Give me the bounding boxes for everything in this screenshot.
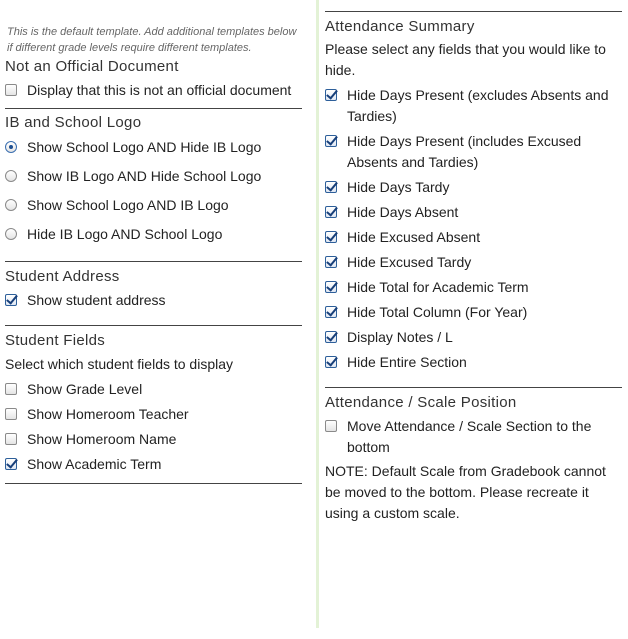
section-title-official: Not an Official Document <box>5 58 179 75</box>
attendance-option-days-present-excludes[interactable] <box>325 85 622 127</box>
logo-option-label: Show School Logo AND Hide IB Logo <box>27 139 262 155</box>
fields-option-label: Show Academic Term <box>27 456 162 472</box>
logo-option-show-ib-hide-school[interactable] <box>5 166 302 187</box>
logo-radio[interactable] <box>5 228 17 240</box>
fields-option-label: Show Grade Level <box>27 381 143 397</box>
section-title-attendance: Attendance Summary <box>325 18 475 35</box>
address-checkbox[interactable] <box>5 294 17 306</box>
scale-option-label: Move Attendance / Scale Section to the bottom <box>347 418 592 455</box>
divider <box>325 387 622 388</box>
logo-radio[interactable] <box>5 170 17 182</box>
attendance-option-days-absent[interactable] <box>325 202 622 223</box>
section-title-fields: Student Fields <box>5 332 106 349</box>
attendance-option-label: Display Notes / L <box>347 329 453 345</box>
attendance-checkbox[interactable] <box>325 306 337 318</box>
attendance-checkbox[interactable] <box>325 89 337 101</box>
attendance-checkbox[interactable] <box>325 231 337 243</box>
fields-checkbox[interactable] <box>5 433 17 445</box>
attendance-checkbox[interactable] <box>325 181 337 193</box>
attendance-option-label: Hide Total Column (For Year) <box>347 304 528 320</box>
attendance-option-label: Hide Entire Section <box>347 354 467 370</box>
fields-checkbox[interactable] <box>5 383 17 395</box>
attendance-checkbox[interactable] <box>325 256 337 268</box>
scale-option-move-bottom[interactable] <box>325 416 622 458</box>
attendance-option-label: Hide Days Present (excludes Absents and Tardies) <box>347 87 609 124</box>
divider <box>5 261 302 262</box>
attendance-option-days-tardy[interactable] <box>325 177 622 198</box>
scale-checkbox[interactable] <box>325 420 337 432</box>
logo-option-show-school-hide-ib[interactable] <box>5 137 302 158</box>
address-option[interactable] <box>5 290 302 311</box>
attendance-checkbox[interactable] <box>325 356 337 368</box>
template-note: This is the default template. Add additional templates below if different grade levels require different templates. <box>7 26 297 54</box>
attendance-option-excused-absent[interactable] <box>325 227 622 248</box>
divider <box>5 108 302 109</box>
logo-option-label: Show School Logo AND IB Logo <box>27 197 229 213</box>
attendance-option-days-present-includes[interactable] <box>325 131 622 173</box>
logo-radio[interactable] <box>5 199 17 211</box>
logo-option-label: Hide IB Logo AND School Logo <box>27 226 223 242</box>
logo-option-hide-both[interactable] <box>5 224 302 245</box>
section-title-logo: IB and School Logo <box>5 114 142 131</box>
address-option-label: Show student address <box>27 292 166 308</box>
fields-option-label: Show Homeroom Teacher <box>27 406 189 422</box>
fields-option-academic-term[interactable] <box>5 454 302 475</box>
logo-radio[interactable] <box>5 141 17 153</box>
attendance-option-label: Hide Excused Absent <box>347 229 481 245</box>
scale-note: NOTE: Default Scale from Gradebook cannot be moved to the bottom. Please recreate it using a custom scale. <box>325 463 606 521</box>
attendance-checkbox[interactable] <box>325 331 337 343</box>
attendance-option-total-academic-term[interactable] <box>325 277 622 298</box>
attendance-option-total-column[interactable] <box>325 302 622 323</box>
attendance-option-label: Hide Days Absent <box>347 204 459 220</box>
attendance-option-hide-entire-section[interactable] <box>325 352 622 373</box>
divider <box>5 325 302 326</box>
attendance-checkbox[interactable] <box>325 206 337 218</box>
attendance-option-label: Hide Total for Academic Term <box>347 279 529 295</box>
attendance-option-excused-tardy[interactable] <box>325 252 622 273</box>
attendance-description: Please select any fields that you would like to hide. <box>325 41 606 78</box>
section-title-address: Student Address <box>5 268 120 285</box>
fields-option-homeroom-name[interactable] <box>5 429 302 450</box>
fields-checkbox[interactable] <box>5 458 17 470</box>
attendance-checkbox[interactable] <box>325 281 337 293</box>
fields-description: Select which student fields to display <box>5 356 234 372</box>
fields-option-label: Show Homeroom Name <box>27 431 177 447</box>
divider <box>5 483 302 484</box>
official-option[interactable] <box>5 80 302 101</box>
attendance-option-label: Hide Days Present (includes Excused Absents and Tardies) <box>347 133 582 170</box>
logo-option-show-both[interactable] <box>5 195 302 216</box>
official-option-label: Display that this is not an official document <box>27 82 292 98</box>
fields-option-grade-level[interactable] <box>5 379 302 400</box>
attendance-option-label: Hide Excused Tardy <box>347 254 472 270</box>
column-divider <box>316 0 319 628</box>
logo-option-label: Show IB Logo AND Hide School Logo <box>27 168 262 184</box>
divider <box>325 11 622 12</box>
fields-option-homeroom-teacher[interactable] <box>5 404 302 425</box>
fields-checkbox[interactable] <box>5 408 17 420</box>
official-checkbox[interactable] <box>5 84 17 96</box>
attendance-checkbox[interactable] <box>325 135 337 147</box>
right-column <box>325 0 622 639</box>
section-title-scale: Attendance / Scale Position <box>325 394 517 411</box>
attendance-option-display-notes[interactable] <box>325 327 622 348</box>
attendance-option-label: Hide Days Tardy <box>347 179 450 195</box>
